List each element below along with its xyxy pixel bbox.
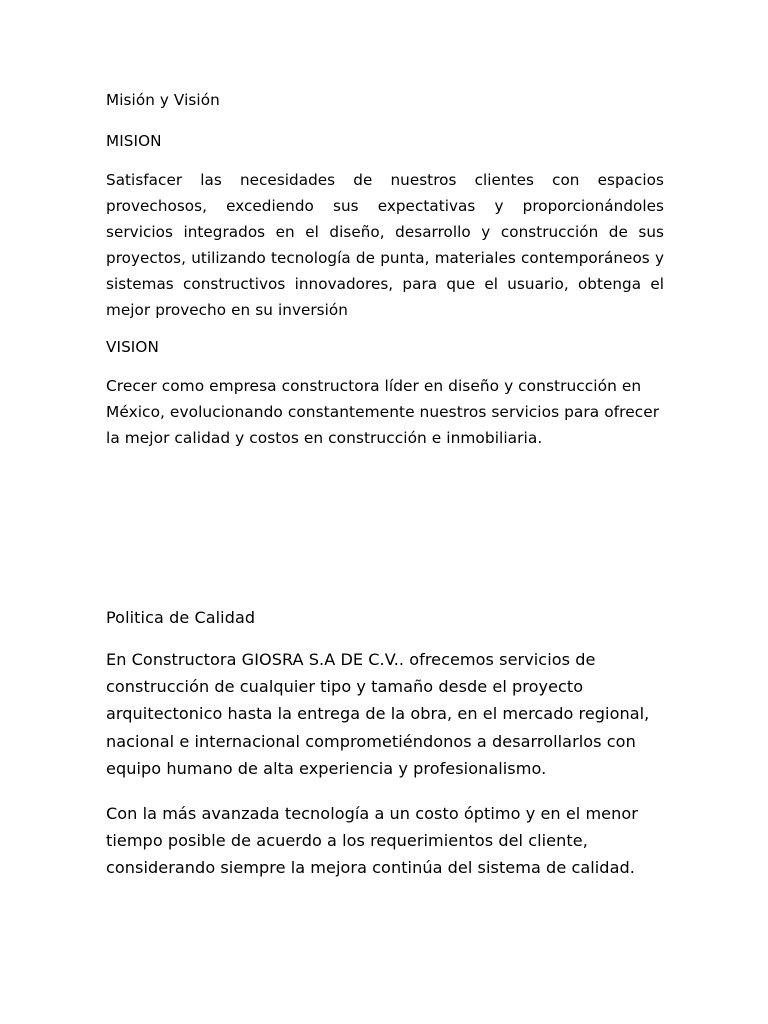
section-heading-mision: MISION	[106, 132, 162, 150]
page-title: Misión y Visión	[106, 91, 220, 109]
section-body-vision: Crecer como empresa constructora líder en diseño y construcción en México, evolucionando constantemente nuestros servicios para ofrecer la mejor calidad y costos en construcción e inmobiliaria.	[106, 377, 660, 448]
section-body-politica-paragraph-2: Con la más avanzada tecnología a un costo óptimo y en el menor tiempo posible de acuerdo a los requerimientos del cliente, considerando siempre la mejora continúa del sistema de calidad.	[106, 804, 638, 878]
section-body-mision: Satisfacer las necesidades de nuestros clientes con espacios provechosos, excediendo sus expectativas y proporcionándoles servicios integrados en el diseño, desarrollo y construcción de sus proyectos, utilizando tecnología de punta, materiales contemporáneos y sistemas constructivos innovadores, para que el usuario, obtenga el mejor provecho en su inversión	[106, 171, 664, 320]
section-body-politica-paragraph-1: En Constructora GIOSRA S.A DE C.V.. ofrecemos servicios de construcción de cualquier tipo y tamaño desde el proyecto arquitectonico hasta la entrega de la obra, en el mercado regional, nacional e internacional comprometiéndonos a desarrollarlos con equipo humano de alta experiencia y profesionalismo.	[106, 650, 650, 778]
section-heading-politica-de-calidad: Politica de Calidad	[106, 608, 256, 627]
section-heading-vision: VISION	[106, 338, 159, 356]
